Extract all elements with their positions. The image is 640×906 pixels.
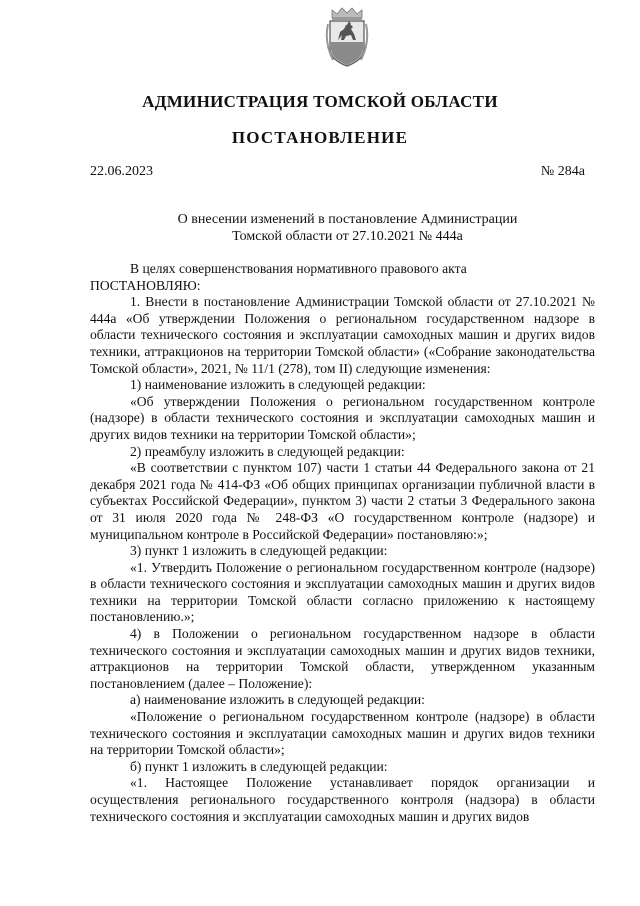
body-paragraph: «Положение о региональном государственном контроле (надзоре) в области технического состояния и эксплуатации самоходных машин и других видов техники на территории Томской области»; (90, 709, 595, 758)
document-type: ПОСТАНОВЛЕНИЕ (231, 128, 409, 147)
body-paragraph: «В соответствии с пунктом 107) части 1 статьи 44 Федерального закона от 21 декабря 2021 года № 414-ФЗ «Об общих принципах организации публичной власти в субъектах Российской Федерации», пунктом 3) части 2 статьи 3 Федерального закона от 31 июля 2020 года № 248-ФЗ «О государственном контроле (надзоре) и муниципальном контроле в Российской Федерации» постановляю:»; (90, 460, 595, 542)
document-number: № 284а (540, 164, 585, 179)
resolution-keyword: ПОСТАНОВЛЯЮ: (90, 277, 201, 293)
body-paragraph: 3) пункт 1 изложить в следующей редакции: (130, 543, 388, 559)
body-paragraph: 2) преамбулу изложить в следующей редакции: (130, 443, 405, 459)
tomsk-region-coat-of-arms-icon (323, 4, 371, 70)
body-paragraph: «1. Настоящее Положение устанавливает порядок организации и осуществления регионального государственного контроля (надзора) в области технического состояния и эксплуатации самоходных машин и других видов (90, 775, 595, 824)
body-paragraph: б) пункт 1 изложить в следующей редакции: (130, 758, 388, 774)
document-date: 22.06.2023 (90, 164, 153, 179)
body-paragraph: «Об утверждении Положения о региональном государственном контроле (надзоре) в области технического состояния и эксплуатации самоходных машин и других видов техники на территории Томской области»; (90, 393, 595, 442)
org-title: АДМИНИСТРАЦИЯ ТОМСКОЙ ОБЛАСТИ (142, 92, 498, 111)
subject-line: Томской области от 27.10.2021 № 444а (232, 228, 463, 244)
preamble-paragraph: В целях совершенствования нормативного правового акта (130, 261, 467, 276)
document-subject (90, 212, 605, 245)
body-paragraph: 1. Внести в постановление Администрации Томской области от 27.10.2021 № 444а «Об утверждении Положения о региональном государственном надзоре в области технического состояния и эксплуатации самоходных машин и других видов техники, аттракционов на территории Томской области» («Собрание законодательства Томской области», 2021, № 11/1 (278), том II) следующие изменения: (90, 294, 595, 376)
body-paragraph: «1. Утвердить Положение о региональном государственном контроле (надзоре) в области технического состояния и эксплуатации самоходных машин и других видов техники на территории Томской области согласно приложению к настоящему постановлению.»; (90, 559, 595, 625)
body-paragraph: 4) в Положении о региональном государственном надзоре в области технического состояния и эксплуатации самоходных машин и других видов техники, аттракционов на территории Томской области, утвержденном указанным постановлением (далее – Положение): (90, 626, 595, 691)
body-paragraph: 1) наименование изложить в следующей редакции: (130, 377, 426, 393)
subject-line: О внесении изменений в постановление Администрации (177, 212, 518, 227)
document-body (90, 261, 595, 825)
body-paragraph: а) наименование изложить в следующей редакции: (130, 692, 425, 708)
